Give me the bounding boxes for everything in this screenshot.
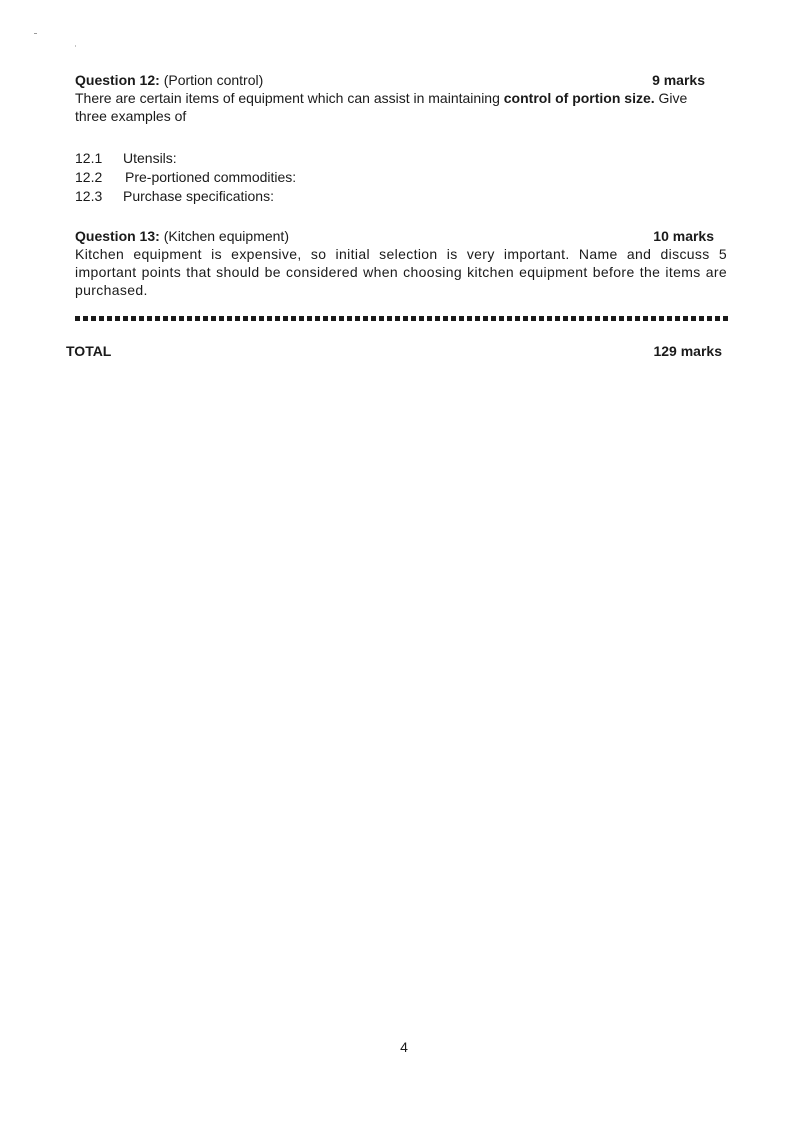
subitem-12-2 <box>75 168 296 187</box>
question-13 <box>75 227 727 299</box>
question-13-topic: (Kitchen equipment) <box>163 228 289 244</box>
scan-speck <box>34 33 37 34</box>
total-row <box>66 342 722 360</box>
question-13-label: Question 13: <box>75 228 160 244</box>
question-12 <box>75 71 727 125</box>
subitem-text: Purchase specifications: <box>123 188 274 204</box>
subitem-number: 12.3 <box>75 188 103 204</box>
subitem-number: 12.2 <box>75 169 103 185</box>
dotted-divider <box>75 316 729 321</box>
page-number: 4 <box>400 1039 408 1055</box>
subitem-12-1 <box>75 149 296 168</box>
question-12-topic: (Portion control) <box>163 72 264 88</box>
question-12-header <box>75 71 727 89</box>
question-12-subitems <box>75 149 296 206</box>
question-12-text-emphasis: control of portion size. <box>503 90 655 106</box>
question-13-text: Kitchen equipment is expensive, so initial selection is very important. Name and discuss 5 important points that should be considered when choosing kitchen equipment before the items are purchased. <box>75 246 727 298</box>
subitem-text: Pre-portioned commodities: <box>125 169 297 185</box>
question-12-marks: 9 marks <box>652 72 705 88</box>
question-12-text-start: There are certain items of equipment which can assist in maintaining <box>75 90 500 106</box>
question-12-text-end: Give three examples of <box>75 90 688 124</box>
question-12-text <box>75 89 715 125</box>
total-marks: 129 marks <box>653 343 722 359</box>
total-label: TOTAL <box>66 343 112 359</box>
question-12-label: Question 12: <box>75 72 160 88</box>
subitem-12-3 <box>75 187 296 206</box>
question-13-header <box>75 227 727 245</box>
subitem-number: 12.1 <box>75 150 103 166</box>
question-13-marks: 10 marks <box>653 228 714 244</box>
scan-speck <box>75 45 76 47</box>
subitem-text: Utensils: <box>123 150 177 166</box>
